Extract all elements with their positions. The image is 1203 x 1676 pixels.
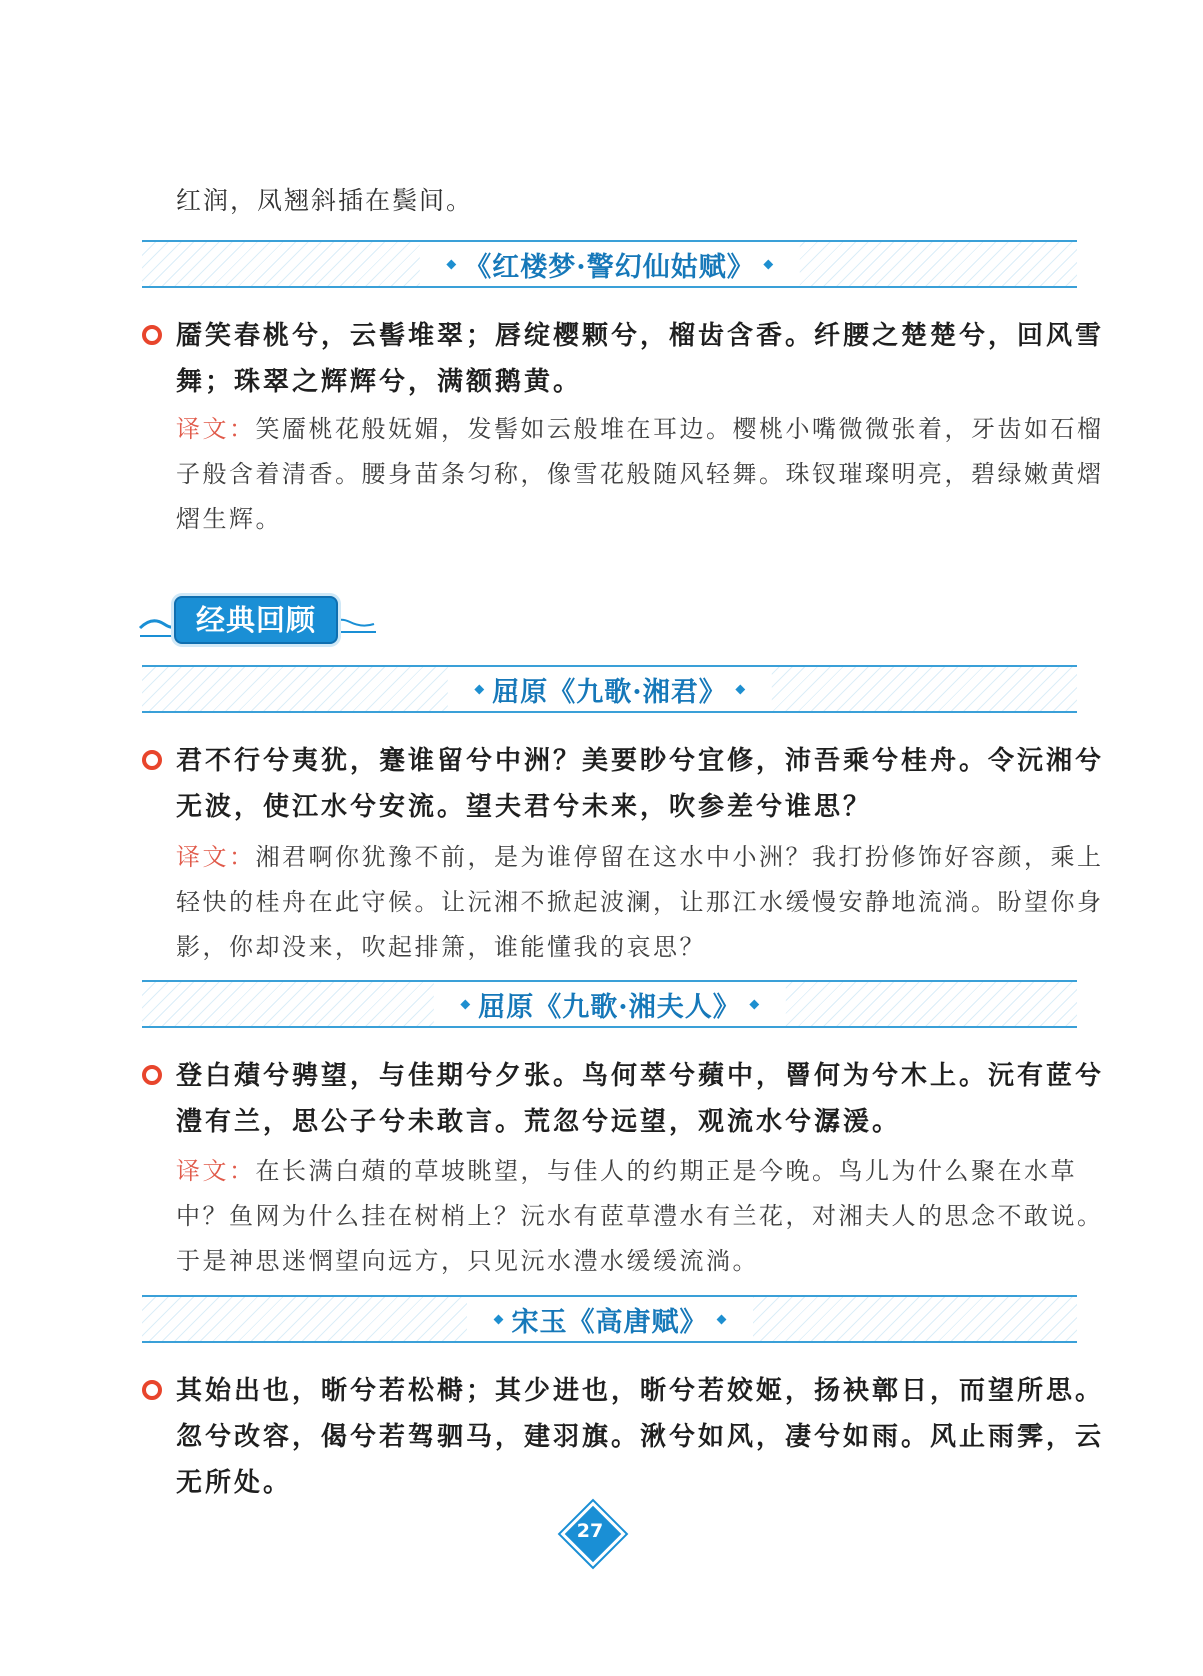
original-text: 君不行兮夷犹，蹇谁留兮中洲？美要眇兮宜修，沛吾乘兮桂舟。令沅湘兮无波，使江水兮安流。望夫君兮未来，吹参差兮谁思？ bbox=[176, 738, 1107, 830]
translation-label: 译文： bbox=[176, 843, 256, 871]
bullet-icon bbox=[142, 325, 162, 345]
bullet-icon bbox=[142, 1065, 162, 1085]
diamond-icon bbox=[716, 1314, 726, 1324]
diamond-icon bbox=[474, 684, 484, 694]
section-title: 《红楼梦·警幻仙姑赋》 bbox=[464, 251, 755, 283]
original-text: 其始出也，晣兮若松榯；其少进也，晣兮若姣姬，扬袂鄣日，而望所思。忽兮改容，偈兮若驾驷马，建羽旗。湫兮如风，凄兮如雨。风止雨霁，云无所处。 bbox=[176, 1368, 1107, 1506]
translation-label: 译文： bbox=[176, 415, 256, 443]
bullet-icon bbox=[142, 750, 162, 770]
section-title: 宋玉《高唐赋》 bbox=[511, 1306, 708, 1338]
section-title-band bbox=[142, 980, 1077, 1028]
section-title-band bbox=[142, 1295, 1077, 1343]
section-title-band bbox=[142, 240, 1077, 288]
diamond-icon bbox=[749, 999, 759, 1009]
original-text: 靥笑春桃兮，云髻堆翠；唇绽樱颗兮，榴齿含香。纤腰之楚楚兮，回风雪舞；珠翠之辉辉兮，满额鹅黄。 bbox=[176, 313, 1107, 405]
diamond-icon bbox=[735, 684, 745, 694]
diamond-icon bbox=[460, 999, 470, 1009]
bullet-icon bbox=[142, 1380, 162, 1400]
section-title-band bbox=[142, 665, 1077, 713]
continuation-text: 红润，凤翘斜插在鬓间。 bbox=[176, 186, 474, 215]
section-heading bbox=[138, 596, 378, 646]
diamond-icon bbox=[763, 259, 773, 269]
translation-label: 译文： bbox=[176, 1157, 256, 1185]
original-text: 登白薠兮骋望，与佳期兮夕张。鸟何萃兮蘋中，罾何为兮木上。沅有茝兮澧有兰，思公子兮未敢言。荒忽兮远望，观流水兮潺湲。 bbox=[176, 1053, 1107, 1145]
section-title: 屈原《九歌·湘君》 bbox=[492, 676, 727, 708]
diamond-icon bbox=[446, 259, 456, 269]
translation-text: 译文：湘君啊你犹豫不前，是为谁停留在这水中小洲？我打扮修饰好容颜，乘上轻快的桂舟在此守候。让沅湘不掀起波澜，让那江水缓慢安静地流淌。盼望你身影，你却没来，吹起排箫，谁能懂我的哀思？ bbox=[176, 843, 1104, 961]
diamond-icon bbox=[493, 1314, 503, 1324]
translation-text: 译文：笑靥桃花般妩媚，发髻如云般堆在耳边。樱桃小嘴微微张着，牙齿如石榴子般含着清香。腰身苗条匀称，像雪花般随风轻舞。珠钗璀璨明亮，碧绿嫩黄熠熠生辉。 bbox=[176, 415, 1104, 533]
section-heading-label: 经典回顾 bbox=[195, 603, 316, 637]
page-number: 27 bbox=[576, 1520, 604, 1542]
page-number-badge bbox=[560, 1501, 620, 1561]
section-title: 屈原《九歌·湘夫人》 bbox=[478, 991, 741, 1023]
translation-text: 译文：在长满白薠的草坡眺望，与佳人的约期正是今晚。鸟儿为什么聚在水草中？鱼网为什么挂在树梢上？沅水有茝草澧水有兰花，对湘夫人的思念不敢说。于是神思迷惘望向远方，只见沅水澧水缓缓流淌。 bbox=[176, 1157, 1104, 1275]
